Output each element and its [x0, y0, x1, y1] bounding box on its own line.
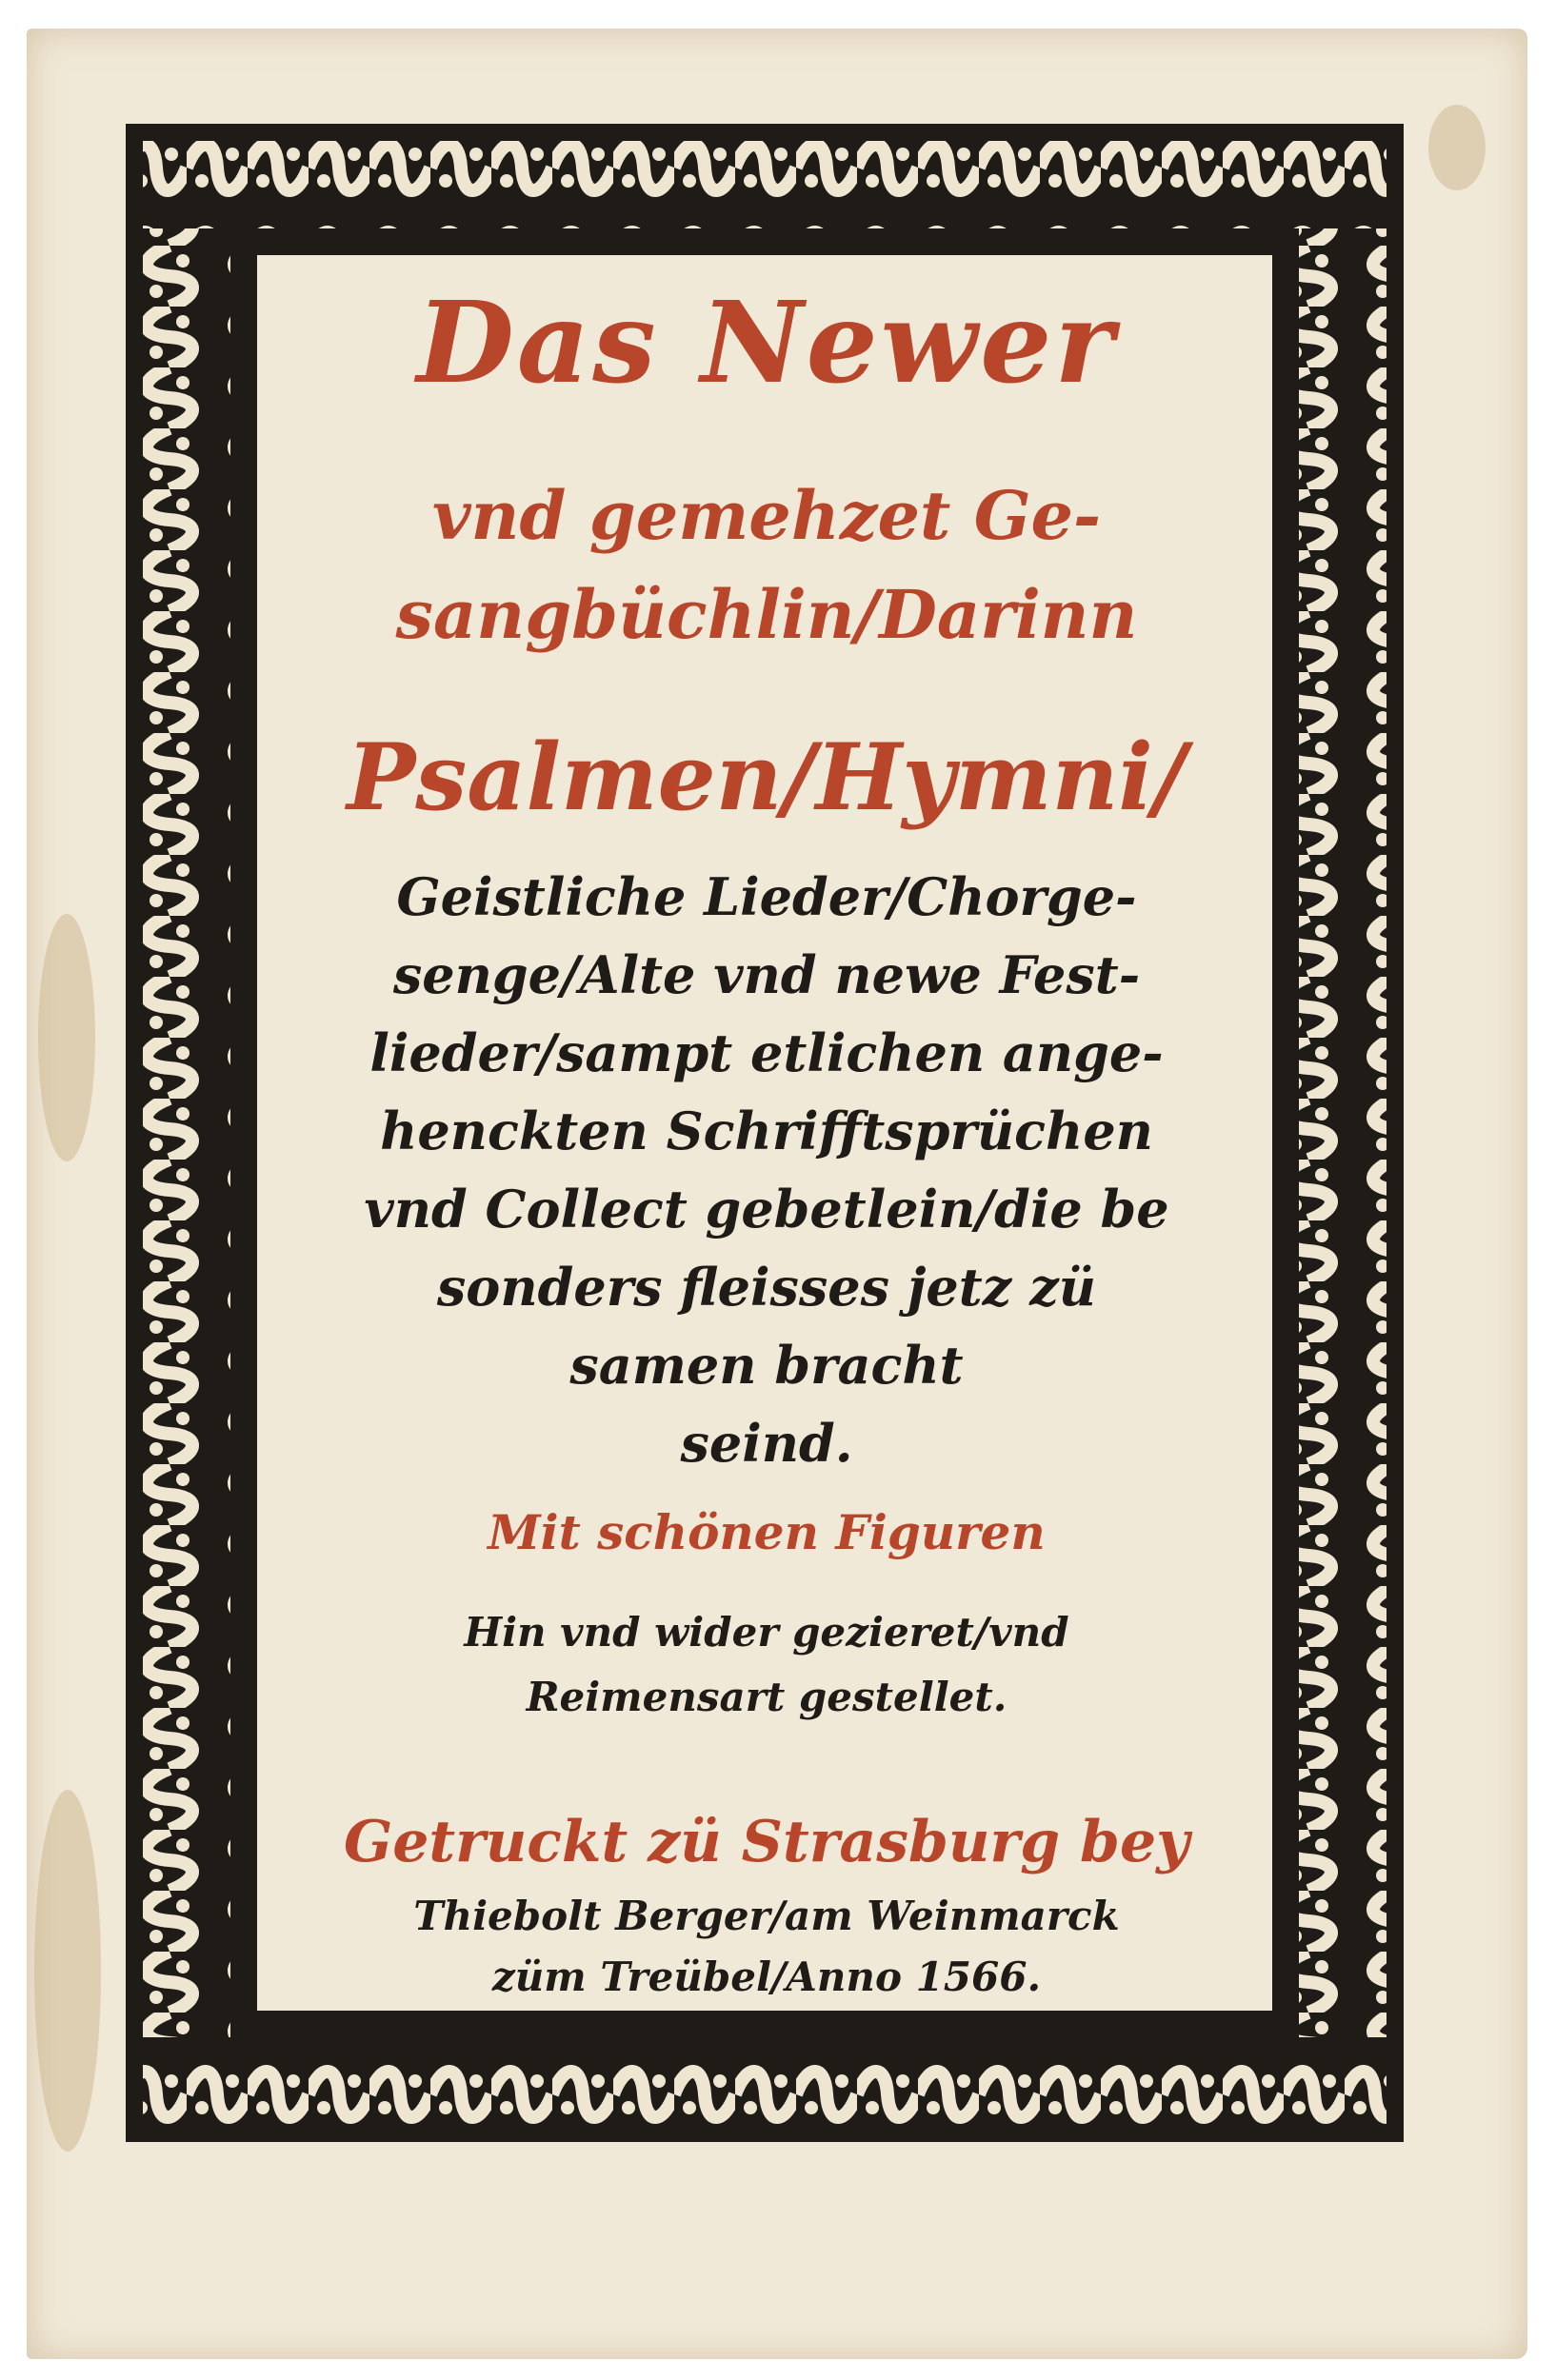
paper-stain [1428, 105, 1486, 190]
contents-line: sonders fleisses jetz zü [436, 1257, 1097, 1318]
imprint-line-3: züm Treübel/Anno 1566. [491, 1954, 1042, 2000]
paper-stain [34, 1790, 101, 2152]
decoration-line: Reimensart gestellet. [526, 1674, 1007, 1720]
title-text-block [267, 257, 1267, 2000]
contents-heading: Psalmen/Hymni/ [347, 724, 1187, 831]
contents-line: seind. [680, 1413, 853, 1474]
contents-line: senge/Alte vnd newe Fest- [392, 944, 1141, 1005]
title-heading: Das Newer [416, 276, 1117, 408]
contents-line: lieder/sampt etlichen ange- [369, 1022, 1164, 1083]
imprint-line-2: Thiebolt Berger/am Weinmarck [413, 1893, 1120, 1939]
subtitle-line-2: sangbüchlin/Darinn [395, 575, 1138, 654]
contents-line: samen bracht [569, 1335, 964, 1396]
contents-line: henckten Schrifftsprüchen [380, 1101, 1153, 1161]
figures-line: Mit schönen Figuren [488, 1504, 1046, 1560]
subtitle-line-1: vnd gemehzet Ge- [431, 476, 1102, 555]
imprint-line-1: Getruckt zü Strasburg bey [344, 1809, 1189, 1875]
paper-stain [38, 914, 95, 1161]
decoration-line: Hin vnd wider gezieret/vnd [464, 1609, 1069, 1656]
contents-line: Geistliche Lieder/Chorge- [396, 866, 1137, 927]
contents-line: vnd Collect gebetlein/die be [364, 1179, 1169, 1240]
